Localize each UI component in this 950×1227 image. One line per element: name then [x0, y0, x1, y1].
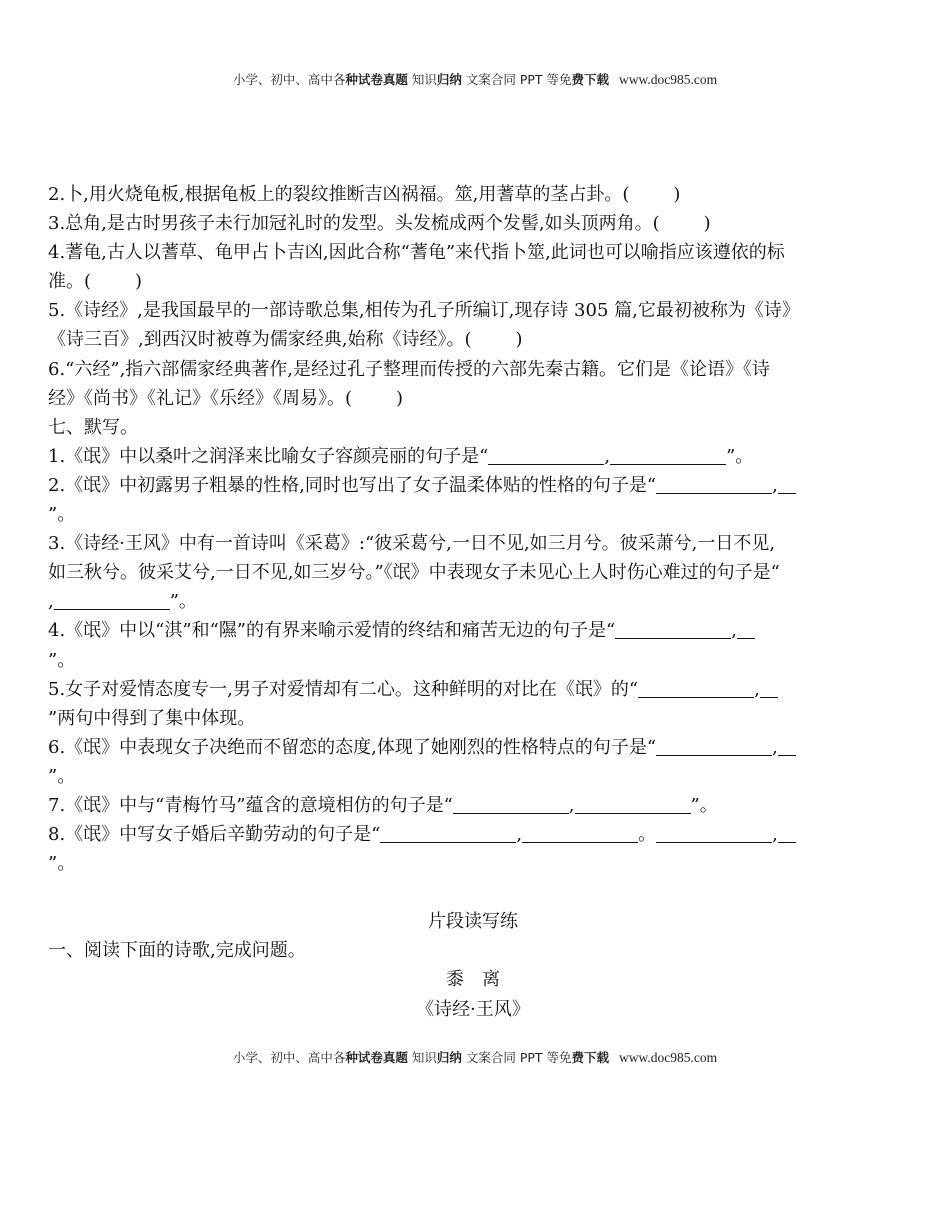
- answer-blank[interactable]: [615, 620, 731, 639]
- footer-bold-2: 归纳: [436, 1050, 462, 1065]
- dictation-q2-cont: ”。: [48, 504, 76, 526]
- answer-blank[interactable]: [575, 795, 691, 814]
- answer-blank[interactable]: [656, 737, 772, 756]
- poem-source: 《诗经·王风》: [416, 998, 530, 1020]
- judge-item-5-cont: 《诗三百》,到西汉时被尊为儒家经典,始称《诗经》。( ): [48, 329, 523, 351]
- answer-blank[interactable]: [656, 824, 772, 843]
- footer-text-1: 小学、初中、高中各: [232, 1050, 346, 1065]
- judge-item-4-cont: 准。( ): [48, 271, 143, 293]
- footer-url[interactable]: www.doc985.com: [619, 1050, 718, 1065]
- document-body: [48, 180, 898, 1024]
- section-7-title: 七、默写。: [48, 416, 138, 438]
- judge-item-2: 2.卜,用火烧龟板,根据龟板上的裂纹推断吉凶祸福。筮,用蓍草的茎占卦。( ): [48, 184, 681, 205]
- answer-blank[interactable]: [760, 679, 778, 698]
- page-footer: [0, 1048, 950, 1066]
- dictation-q5-cont: ”两句中得到了集中体现。: [48, 707, 256, 729]
- dictation-q1: 1.《氓》中以桑叶之润泽来比喻女子容颜亮丽的句子是“ , ”。: [48, 445, 754, 467]
- header-url[interactable]: www.doc985.com: [619, 72, 718, 87]
- answer-blank[interactable]: [638, 679, 754, 698]
- dictation-q8: 8.《氓》中写女子婚后辛勤劳动的句子是“ , 。 ,: [48, 820, 898, 849]
- header-bold-3: 费下载: [571, 72, 610, 87]
- reading-instruction: 一、阅读下面的诗歌,完成问题。: [48, 940, 306, 962]
- header-bold-2: 归纳: [436, 72, 462, 87]
- header-text-3: 文案合同 PPT 等免: [461, 72, 572, 87]
- judge-item-6-cont: 经》《尚书》《礼记》《乐经》《周易》。( ): [48, 387, 404, 409]
- page-header: [0, 70, 950, 88]
- header-text-2: 知识: [407, 72, 437, 87]
- header-text-1: 小学、初中、高中各: [232, 72, 346, 87]
- dictation-q5: 5.女子对爱情态度专一,男子对爱情却有二心。这种鲜明的对比在《氓》的“ ,: [48, 675, 898, 704]
- footer-bold-3: 费下载: [571, 1050, 610, 1065]
- answer-blank[interactable]: [778, 824, 796, 843]
- answer-blank[interactable]: [778, 737, 796, 756]
- answer-blank[interactable]: [453, 795, 569, 814]
- dictation-q4: 4.《氓》中以“淇”和“隰”的有界来喻示爱情的终结和痛苦无边的句子是“ ,: [48, 616, 898, 645]
- reading-section-title: 片段读写练: [428, 911, 518, 933]
- dictation-q4-cont: ”。: [48, 649, 76, 671]
- dictation-q3: 3.《诗经·王风》中有一首诗叫《采葛》:“彼采葛兮,一日不见,如三月兮。彼采萧兮,一日不见,: [48, 533, 776, 555]
- dictation-q6: 6.《氓》中表现女子决绝而不留恋的态度,体现了她刚烈的性格特点的句子是“ ,: [48, 733, 898, 762]
- poem-title: 黍 离: [446, 969, 500, 991]
- judge-item-6: 6.“六经”,指六部儒家经典著作,是经过孔子整理而传授的六部先秦古籍。它们是《论语》《诗: [48, 358, 771, 380]
- answer-blank[interactable]: [522, 824, 638, 843]
- dictation-q3-cont2: , ”。: [48, 591, 197, 613]
- footer-text-2: 知识: [407, 1050, 437, 1065]
- header-bold-1: 种试卷真题: [345, 72, 408, 87]
- answer-blank[interactable]: [54, 591, 170, 610]
- answer-blank[interactable]: [737, 620, 755, 639]
- answer-blank[interactable]: [778, 475, 796, 494]
- judge-item-4: 4.蓍龟,古人以蓍草、龟甲占卜吉凶,因此合称“蓍龟”来代指卜筮,此词也可以喻指应该遵依的标: [48, 242, 785, 264]
- dictation-q2: 2.《氓》中初露男子粗暴的性格,同时也写出了女子温柔体贴的性格的句子是“ ,: [48, 471, 898, 500]
- judge-item-3: 3.总角,是古时男孩子未行加冠礼时的发型。头发梳成两个发髻,如头顶两角。( ): [48, 213, 711, 235]
- answer-blank[interactable]: [380, 824, 516, 843]
- dictation-q7: 7.《氓》中与“青梅竹马”蕴含的意境相仿的句子是“ , ”。: [48, 794, 718, 816]
- judge-item-5: 5.《诗经》,是我国最早的一部诗歌总集,相传为孔子所编订,现存诗 305 篇,它最初被称为《诗》: [48, 300, 800, 322]
- answer-blank[interactable]: [610, 446, 726, 465]
- answer-blank[interactable]: [656, 475, 772, 494]
- footer-text-3: 文案合同 PPT 等免: [461, 1050, 572, 1065]
- dictation-q8-cont: ”。: [48, 853, 76, 875]
- dictation-q3-cont: 如三秋兮。彼采艾兮,一日不见,如三岁兮。”《氓》中表现女子未见心上人时伤心难过的句子是“: [48, 562, 780, 584]
- answer-blank[interactable]: [488, 446, 604, 465]
- footer-bold-1: 种试卷真题: [345, 1050, 408, 1065]
- dictation-q6-cont: ”。: [48, 765, 76, 787]
